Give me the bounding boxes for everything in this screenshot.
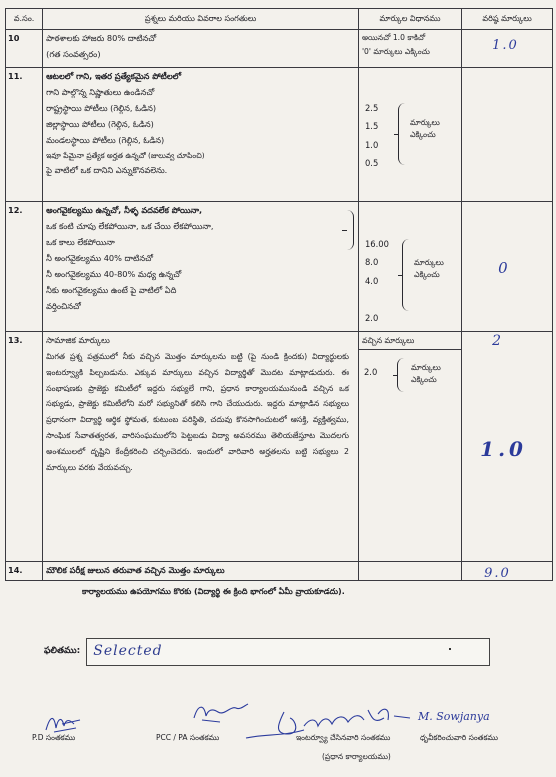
desc-line: అంగవైకల్యము ఉన్నచో, నీళ్ళ వదవలేక పోయినా, xyxy=(46,204,203,215)
marks-label: మార్కులు xyxy=(410,362,441,372)
desc-line: మండలస్థాయి పోటీలు (గెల్గిన, ఓడిన) xyxy=(46,134,165,145)
mark-value: 8.0 xyxy=(364,257,379,268)
row-description xyxy=(43,29,359,67)
result-label: ఫలితము: xyxy=(44,646,81,656)
marks-table xyxy=(5,8,553,581)
marks-label: ఎక్కించు xyxy=(413,270,440,280)
table-row xyxy=(6,29,553,67)
marks-label: మార్కులు xyxy=(413,257,444,267)
table-row xyxy=(6,561,553,580)
desc-line: పాఠశాలకు హాజరు 80% దాటినచో xyxy=(46,32,157,43)
pcc-signature xyxy=(190,700,250,728)
head-office-label: (ప్రధాన కార్యాలయము) xyxy=(322,752,391,761)
desc-line: ఆటలలో గాని, ఇతర ప్రత్యేకమైన పోటీలలో xyxy=(46,70,182,81)
row-award xyxy=(462,201,553,331)
brace-icon xyxy=(397,358,404,392)
table-row xyxy=(6,331,553,561)
interviewer-signature-label: ఇంటర్వ్యూ చేసినవారి సంతకము xyxy=(296,733,391,742)
mark-value: 16.00 xyxy=(364,238,389,249)
desc-line: నీ అంగవైకల్యము 40% దాటినచో xyxy=(46,252,153,263)
mark-value xyxy=(365,290,389,308)
row-award xyxy=(462,29,553,67)
mark-value: 1.5 xyxy=(364,121,379,132)
desc-line: ఒక కాలు లేకపోయినా xyxy=(46,236,115,247)
row-award xyxy=(462,67,553,201)
row-number: 11. xyxy=(6,67,43,201)
desc-line: నీ అంగవైకల్యము 40-80% మధ్య ఉన్నచో xyxy=(46,268,182,279)
row-number: 10 xyxy=(6,29,43,67)
table-header-row xyxy=(6,9,553,30)
awarded-mark: 0 xyxy=(498,258,508,277)
pd-signature-label: P.D సంతకము xyxy=(32,733,76,742)
verifier-signature: M. Sowjanya xyxy=(418,710,490,723)
desc-line: ఒక కంటి చూపు లేకపోయినా, ఒక చేయి లేకపోయినా, xyxy=(46,220,214,231)
row-marks xyxy=(358,331,461,561)
brace-icon xyxy=(398,103,405,165)
row-marks xyxy=(358,201,461,331)
mark-value: 4.0 xyxy=(364,275,379,286)
marks-line: '0' మార్కులు ఎక్కించు xyxy=(361,47,430,57)
marks-label: ఎక్కించు xyxy=(409,130,436,140)
result-field[interactable] xyxy=(86,638,490,666)
desc-line: గాని పాల్గొన్న నిష్ణాతులు ఉండినచో xyxy=(46,86,155,97)
mark-value: 0.5 xyxy=(364,158,379,169)
marks-subheader: వచ్చిన మార్కులు xyxy=(359,332,461,350)
total-mark: 9.0 xyxy=(484,565,511,581)
header-marks-method: మార్కుల విధానము xyxy=(358,9,461,30)
pcc-signature-label: PCC / PA సంతకము xyxy=(156,733,220,742)
header-description: ప్రశ్నలు మరియు వివరాల సంగతులు xyxy=(43,9,359,30)
marks-label: మార్కులు xyxy=(409,117,440,127)
row-number: 12. xyxy=(6,201,43,331)
desc-title: సామాజిక మార్కులు xyxy=(46,334,110,345)
desc-line: రాష్ట్రస్థాయి పోటీలు (గెల్గిన, ఓడిన) xyxy=(46,102,157,113)
mark-value: 2.0 xyxy=(363,366,378,377)
verifier-signature-label: ధృవీకరించువారి సంతకము xyxy=(420,733,498,742)
desc-line: పై వాటిలో ఒక దానిని ఎన్నుకొనవలెను. xyxy=(46,164,168,175)
brace-icon xyxy=(347,210,354,250)
row-number: 14. xyxy=(6,561,43,580)
mark-value: 2.5 xyxy=(364,102,379,113)
desc-line: నీకు అంగవైకల్యము ఉంటే పై వాటిలో ఏది xyxy=(46,284,177,295)
awarded-mark: 1.0 xyxy=(480,436,527,461)
interview-paragraph: మిగత ప్రశ్న పత్రములో నీకు వచ్చిన మొత్తం మార్కులను బట్టి (పై నుండి క్రిందకు) విద్యార్థులకు ఇంటర్వ్యూకి పిల్చబడును. ఎక్కువ మార్కులు వచ్చిన విద్యార్థితో మొదట మాట్లాడుదురు. ఈ సంభాషణకు ప్రాజెక్టు కమిటీలో ఇద్దరు సభ్యులే గాని, ప్రధాన కార్యాలయమునుండి వచ్చిన ఒక సభ్యుడు, ప్రాజెక్టు కమిటీలోని మరో సభ్యునితో కలిసి గాని చేయుదురు. ఇద్దరు మాట్లాడిన సభ్యులు ప్రధానంగా విద్యార్థి ఆర్థిక స్థోమత, కుటుంబ పరిస్థితి, చదువు కొనసాగించుటలో ఆసక్తి, వ్యక్తిత్వము, సాంఘిక సేవాతత్వరత, వారిసంఘములోని పెట్టబడు విద్యా అవసరము తెలియజేస్తూట మొదలగు అంశములలో దృష్టిని కేంద్రీకరించి చర్చించెదరు. ఇందులో వారివారి అర్హతలను బట్టి సభ్యులు 2 మార్కులు వరకు వేయవచ్చు. xyxy=(46,351,349,473)
marks-line: అయినచో 1.0 కాకిచో xyxy=(361,32,426,42)
desc-line: మౌలిక పరీక్ష జులున తరువాత వచ్చిన మొత్తం మార్కులు xyxy=(46,564,225,575)
awarded-mark: 1.0 xyxy=(492,37,519,53)
result-value: Selected xyxy=(93,643,163,659)
office-use-note: కార్యాలయము ఉపయోగము కొరకు (విద్యార్థి ఈ క్రింది భాగంలో ఏమీ వ్రాయకూడదు). xyxy=(82,587,345,596)
row-marks xyxy=(358,561,461,580)
header-sno: వ.సం. xyxy=(6,9,43,30)
desc-line: జిల్లాస్థాయి పోటీలు (గెల్గిన, ఓడిన) xyxy=(46,118,154,129)
marks-label: ఎక్కించు xyxy=(410,375,437,385)
row-number: 13. xyxy=(6,331,43,561)
row-description xyxy=(43,201,359,331)
row-description xyxy=(43,67,359,201)
desc-line: వర్తించినచో xyxy=(46,300,81,311)
header-awarded-marks: వరిష్ఠ మార్కులు xyxy=(462,9,553,30)
brace-icon xyxy=(402,239,409,311)
mark-value: 1.0 xyxy=(364,139,379,150)
result-row xyxy=(44,638,490,666)
mark-value: 2.0 xyxy=(364,312,379,323)
row-marks xyxy=(358,29,461,67)
row-award xyxy=(462,561,553,580)
row-award xyxy=(462,331,553,561)
row-description xyxy=(43,331,359,561)
desc-line: ఇవూ పేమైనా ప్రత్యేక అర్హత ఉన్నచో (జులువ్వ చూపించి) xyxy=(46,150,205,160)
awarded-mark: 2 xyxy=(492,332,502,349)
row-marks xyxy=(358,67,461,201)
dot-mark xyxy=(449,648,451,650)
table-row xyxy=(6,201,553,331)
table-row xyxy=(6,67,553,201)
row-description xyxy=(43,561,359,580)
desc-line: (గత సంవత్సరం) xyxy=(46,48,101,59)
